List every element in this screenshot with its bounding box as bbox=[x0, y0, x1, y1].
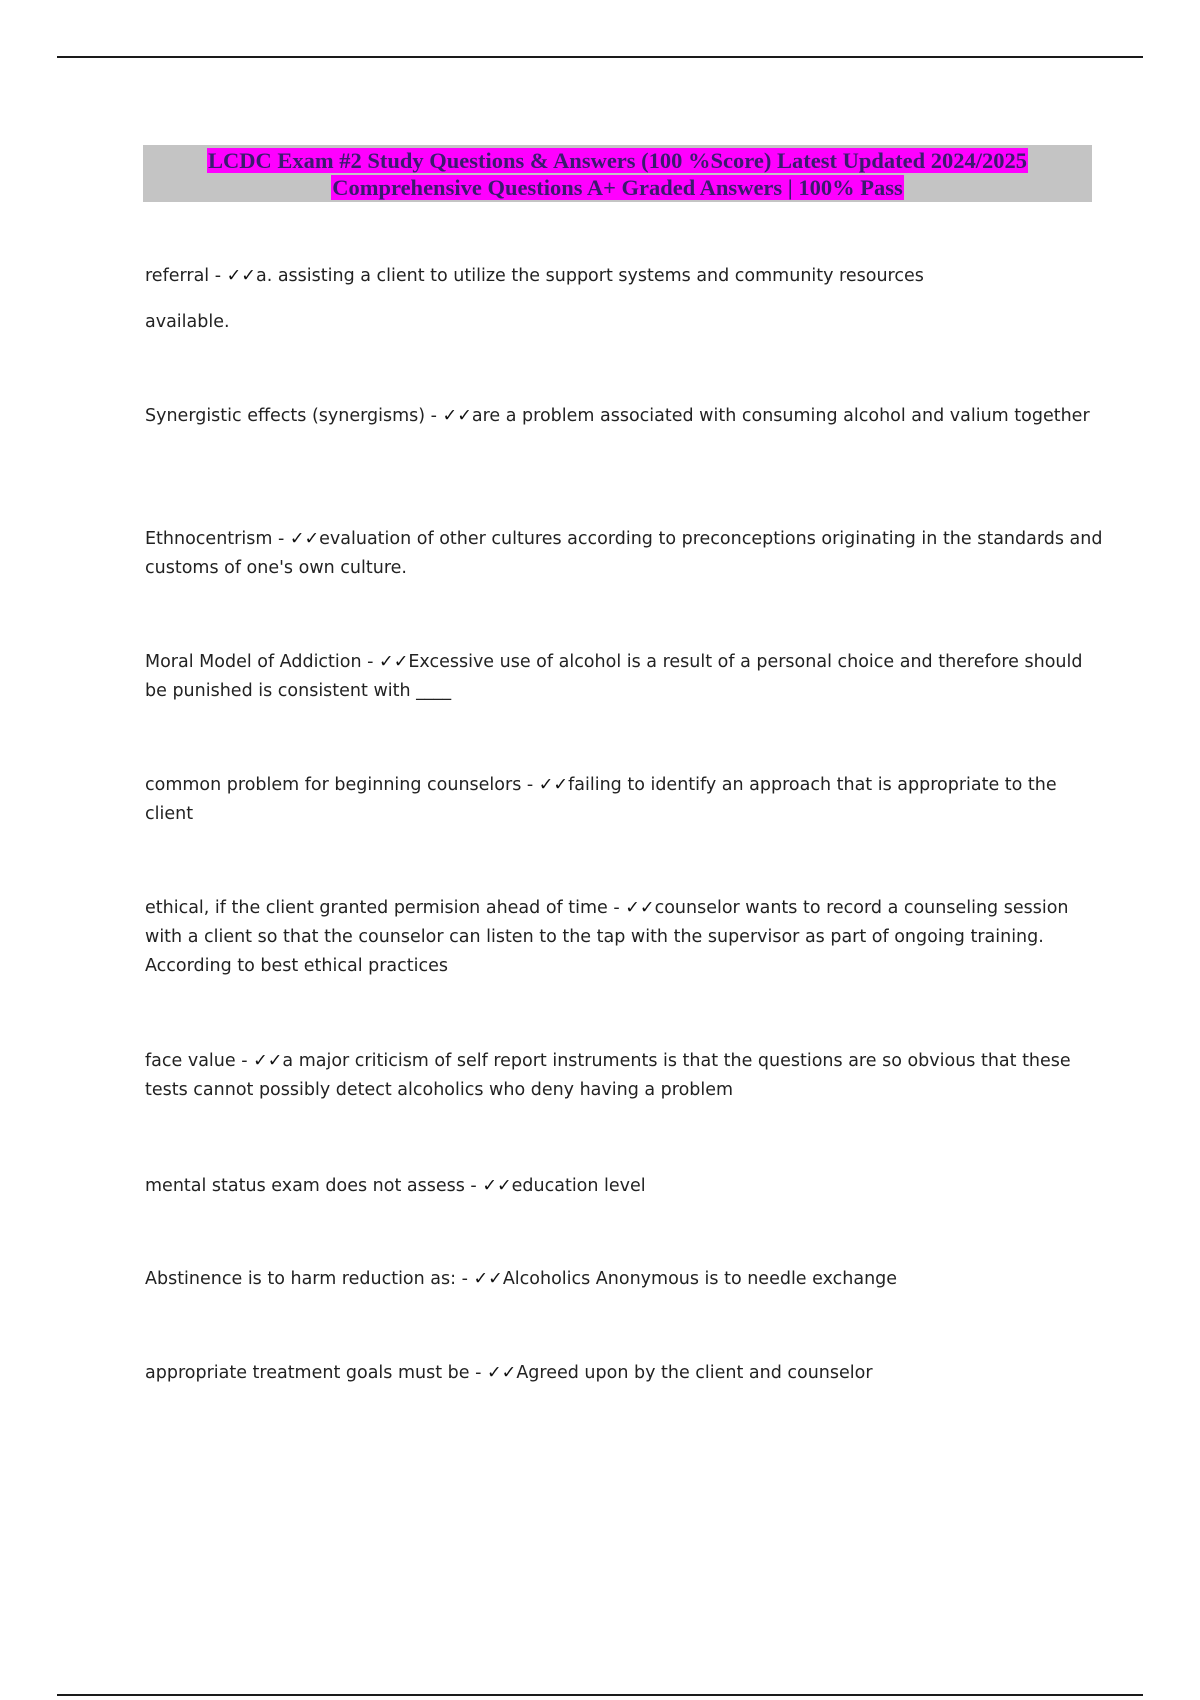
check-icon: ✓✓ bbox=[482, 1176, 512, 1196]
qa-answer: Excessive use of alcohol is a result of a personal choice and therefore should be punished is consistent with ____ bbox=[145, 652, 1083, 701]
qa-term: Abstinence is to harm reduction as: bbox=[145, 1269, 457, 1289]
qa-term: Synergistic effects (synergisms) bbox=[145, 406, 426, 426]
qa-answer: education level bbox=[511, 1176, 646, 1196]
check-icon: ✓✓ bbox=[486, 1363, 517, 1383]
qa-term: ethical, if the client granted permision ahead of time bbox=[145, 898, 608, 918]
qa-item-referral: referral - ✓✓a. assisting a client to utilize the support systems and community resources available. bbox=[145, 262, 1105, 337]
qa-answer: counselor wants to record a counseling session with a client so that the counselor can listen to the tap with the supervisor as part of ongoing training. According to best ethical practices bbox=[145, 898, 1069, 976]
qa-item-ethical: ethical, if the client granted permision ahead of time - ✓✓counselor wants to record a counseling session with a client so that the counselor can listen to the tap with the supervisor as part of ongoing training. According to best ethical practices bbox=[145, 898, 1069, 976]
qa-item-beginning-counselors: common problem for beginning counselors - ✓✓failing to identify an approach that is appropriate to the client bbox=[145, 775, 1057, 824]
qa-item-abstinence: Abstinence is to harm reduction as: - ✓✓Alcoholics Anonymous is to needle exchange bbox=[145, 1269, 898, 1289]
qa-term: referral bbox=[145, 266, 210, 286]
qa-item-ethnocentrism: Ethnocentrism - ✓✓evaluation of other cultures according to preconceptions originating in the standards and customs of one's own culture. bbox=[145, 529, 1103, 578]
qa-term: common problem for beginning counselors bbox=[145, 775, 522, 795]
document-title bbox=[143, 145, 1092, 202]
title-line-1: LCDC Exam #2 Study Questions & Answers (100 %Score) Latest Updated 2024/2025 bbox=[208, 148, 1027, 173]
qa-term: appropriate treatment goals must be bbox=[145, 1363, 470, 1383]
qa-answer: are a problem associated with consuming alcohol and valium together bbox=[471, 406, 1090, 426]
check-icon: ✓✓ bbox=[379, 652, 409, 672]
qa-item-mental-status: mental status exam does not assess - ✓✓education level bbox=[145, 1176, 646, 1196]
title-line-2: Comprehensive Questions A+ Graded Answers | 100% Pass bbox=[332, 175, 903, 200]
qa-term: mental status exam does not assess bbox=[145, 1176, 465, 1196]
qa-item-synergistic: Synergistic effects (synergisms) - ✓✓are a problem associated with consuming alcohol and valium together bbox=[145, 406, 1090, 426]
qa-answer: failing to identify an approach that is appropriate to the client bbox=[145, 775, 1057, 824]
qa-answer: a. assisting a client to utilize the support systems and community resources bbox=[255, 266, 924, 286]
check-icon: ✓✓ bbox=[473, 1269, 503, 1289]
check-icon: ✓✓ bbox=[442, 406, 472, 426]
check-icon: ✓✓ bbox=[226, 266, 256, 286]
check-icon: ✓✓ bbox=[289, 529, 320, 549]
qa-answer-continued: available. bbox=[145, 312, 230, 332]
qa-term: face value bbox=[145, 1051, 236, 1071]
qa-answer: Agreed upon by the client and counselor bbox=[516, 1363, 873, 1383]
check-icon: ✓✓ bbox=[253, 1051, 283, 1071]
check-icon: ✓✓ bbox=[625, 898, 655, 918]
qa-item-face-value: face value - ✓✓a major criticism of self report instruments is that the questions are so obvious that these tests cannot possibly detect alcoholics who deny having a problem bbox=[145, 1051, 1071, 1100]
qa-answer: Alcoholics Anonymous is to needle exchange bbox=[502, 1269, 898, 1289]
qa-answer: a major criticism of self report instruments is that the questions are so obvious that these tests cannot possibly detect alcoholics who deny having a problem bbox=[145, 1051, 1071, 1100]
qa-item-treatment-goals: appropriate treatment goals must be - ✓✓Agreed upon by the client and counselor bbox=[145, 1363, 873, 1383]
top-rule bbox=[57, 56, 1143, 58]
bottom-rule bbox=[57, 1694, 1143, 1696]
qa-answer: evaluation of other cultures according to preconceptions originating in the standards and customs of one's own culture. bbox=[145, 529, 1103, 578]
qa-item-moral-model: Moral Model of Addiction - ✓✓Excessive use of alcohol is a result of a personal choice and therefore should be punished is consistent with ____ bbox=[145, 652, 1083, 701]
qa-term: Ethnocentrism bbox=[145, 529, 273, 549]
check-icon: ✓✓ bbox=[538, 775, 569, 795]
qa-term: Moral Model of Addiction bbox=[145, 652, 362, 672]
